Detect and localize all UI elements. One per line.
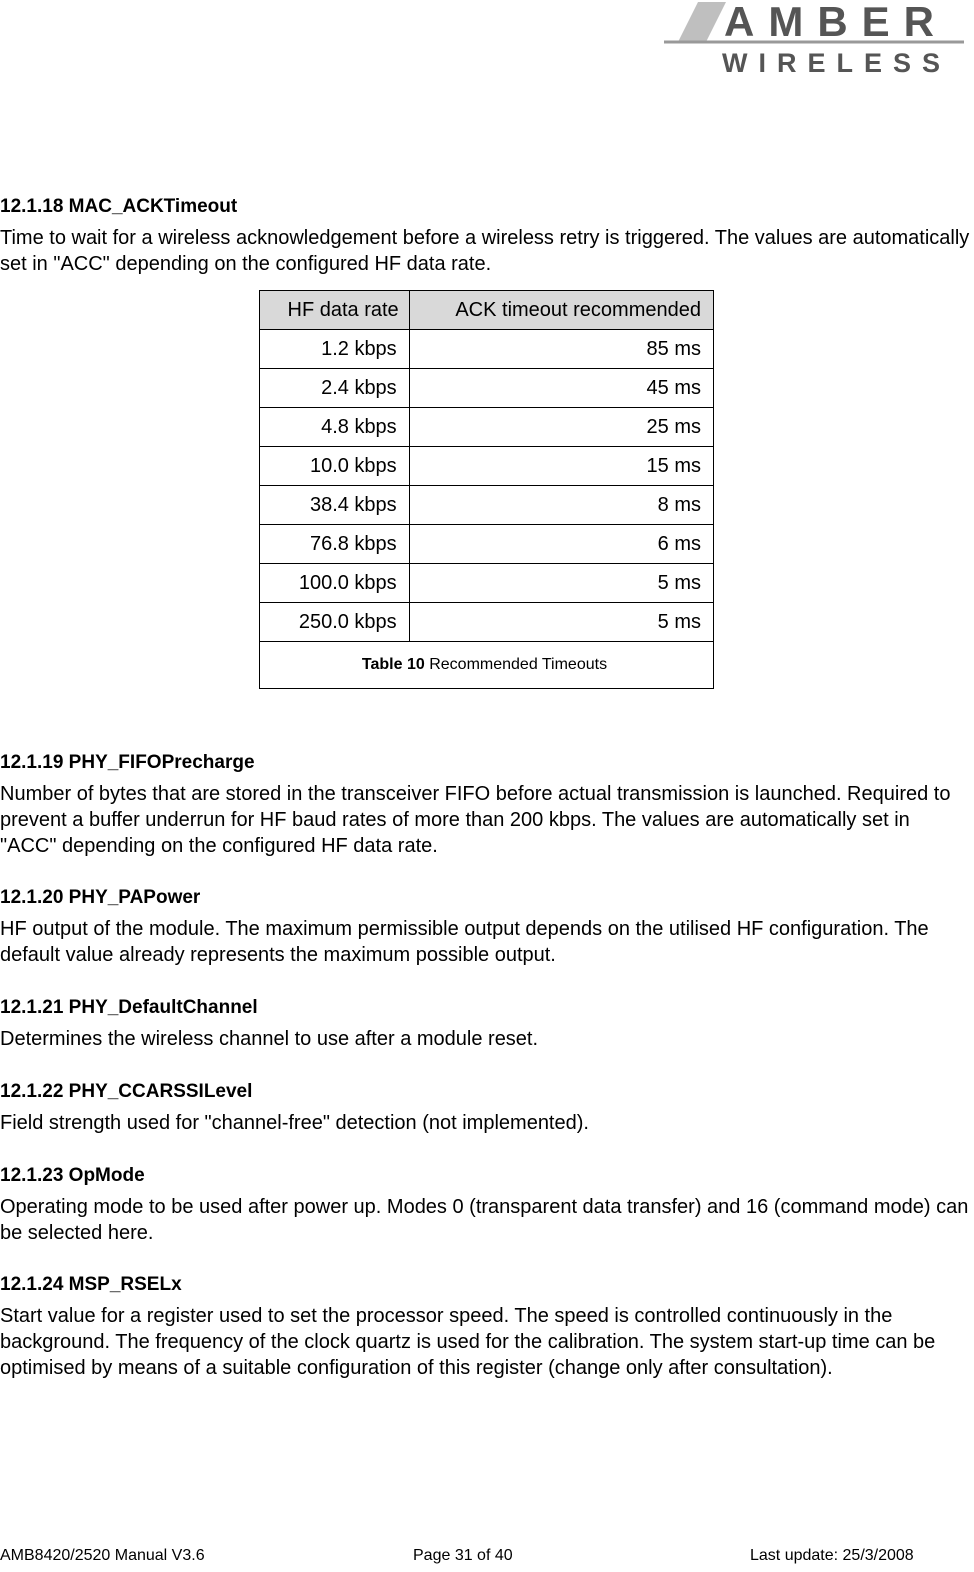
table-row [260, 603, 714, 642]
section-mac-acktimeout [0, 195, 970, 277]
table-header-row [260, 291, 714, 330]
cell-timeout: 25 ms [409, 408, 713, 447]
section-heading: 12.1.23 OpMode [0, 1165, 145, 1186]
table-row [260, 447, 714, 486]
table-row [260, 408, 714, 447]
section-text: Field strength used for "channel-free" detection (not implemented). [0, 1112, 589, 1134]
table-row [260, 330, 714, 369]
logo-amber-text: AMBER [724, 0, 948, 45]
footer-page-number: Page 31 of 40 [413, 1547, 513, 1564]
section-phy-ccarssilevel [0, 1080, 970, 1136]
cell-rate: 100.0 kbps [260, 564, 410, 603]
caption-text: Recommended Timeouts [424, 656, 608, 673]
section-text: HF output of the module. The maximum permissible output depends on the utilised HF configuration. The default value already represents the maximum possible output. [0, 918, 929, 966]
section-heading: 12.1.18 MAC_ACKTimeout [0, 196, 238, 217]
section-heading: 12.1.20 PHY_PAPower [0, 887, 201, 908]
cell-rate: 4.8 kbps [260, 408, 410, 447]
section-heading: 12.1.22 PHY_CCARSSILevel [0, 1081, 253, 1102]
cell-timeout: 85 ms [409, 330, 713, 369]
table-row [260, 369, 714, 408]
cell-timeout: 6 ms [409, 525, 713, 564]
cell-timeout: 5 ms [409, 564, 713, 603]
section-heading: 12.1.24 MSP_RSELx [0, 1274, 182, 1295]
page-footer [0, 1547, 974, 1569]
section-text: Determines the wireless channel to use after a module reset. [0, 1028, 539, 1050]
footer-last-update: Last update: 25/3/2008 [750, 1547, 914, 1564]
table-row [260, 525, 714, 564]
cell-rate: 1.2 kbps [260, 330, 410, 369]
section-msp-rselx [0, 1273, 970, 1381]
section-opmode [0, 1164, 970, 1246]
cell-timeout: 5 ms [409, 603, 713, 642]
cell-timeout: 15 ms [409, 447, 713, 486]
cell-rate: 76.8 kbps [260, 525, 410, 564]
section-heading: 12.1.21 PHY_DefaultChannel [0, 997, 258, 1018]
cell-timeout: 8 ms [409, 486, 713, 525]
amber-wireless-logo [664, 0, 974, 80]
recommended-timeouts-table [259, 290, 714, 689]
cell-rate: 10.0 kbps [260, 447, 410, 486]
footer-manual: AMB8420/2520 Manual V3.6 [0, 1547, 205, 1564]
cell-timeout: 45 ms [409, 369, 713, 408]
cell-rate: 38.4 kbps [260, 486, 410, 525]
section-text: Number of bytes that are stored in the transceiver FIFO before actual transmission is launched. Required to prevent a buffer underrun for HF baud rates of more than 200 kbps. The values are automatically set in "ACC" depending on the configured HF data rate. [0, 783, 951, 857]
header-hf-data-rate: HF data rate [260, 291, 410, 330]
table-caption-row [260, 642, 714, 689]
table-row [260, 564, 714, 603]
section-text: Start value for a register used to set the processor speed. The speed is controlled continuously in the background. The frequency of the clock quartz is used for the calibration. The system start-up time can be optimised by means of a suitable configuration of this register (change only after consultation). [0, 1305, 936, 1379]
section-heading: 12.1.19 PHY_FIFOPrecharge [0, 752, 255, 773]
table-caption [260, 642, 714, 689]
section-text: Time to wait for a wireless acknowledgement before a wireless retry is triggered. The values are automatically set in "ACC" depending on the configured HF data rate. [0, 227, 970, 275]
cell-rate: 2.4 kbps [260, 369, 410, 408]
header-ack-timeout: ACK timeout recommended [409, 291, 713, 330]
caption-label: Table 10 [361, 656, 425, 673]
section-phy-papower [0, 886, 970, 968]
section-text: Operating mode to be used after power up. Modes 0 (transparent data transfer) and 16 (command mode) can be selected here. [0, 1196, 969, 1244]
logo-wireless-text: WIRELESS [722, 48, 952, 78]
table-row [260, 486, 714, 525]
section-phy-fifoprecharge [0, 751, 970, 859]
section-phy-defaultchannel [0, 996, 970, 1052]
cell-rate: 250.0 kbps [260, 603, 410, 642]
